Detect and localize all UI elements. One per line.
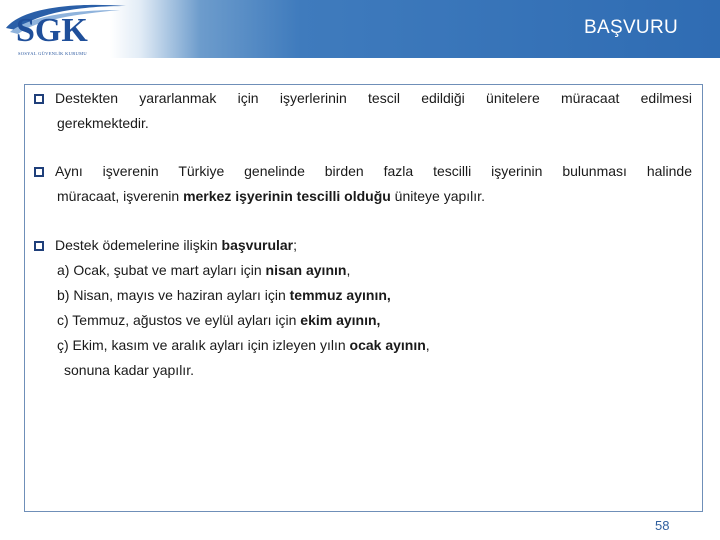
- checkbox-bullet-icon: [34, 241, 44, 251]
- bullet-item-2: [34, 159, 692, 209]
- sgk-logo: [2, 2, 132, 56]
- bullet-2-text: Aynı işverenin Türkiye genelinde birden fazla tescilli işyerinin bulunması halinde: [55, 163, 692, 179]
- list-item-text: a) Ocak, şubat ve mart ayları için: [57, 262, 266, 278]
- list-item-text: b) Nisan, mayıs ve haziran ayları için: [57, 287, 290, 303]
- bullet-3-semicolon: ;: [293, 237, 298, 253]
- bullet-2-text-cont: [34, 184, 692, 209]
- list-item-text: ç) Ekim, kasım ve aralık ayları için izleyen yılın: [57, 337, 350, 353]
- list-item-text: c) Temmuz, ağustos ve eylül ayları için: [57, 312, 301, 328]
- logo-text: SGK: [16, 12, 88, 49]
- bullet-line: [34, 233, 692, 258]
- bullet-item-1: [34, 86, 692, 136]
- bullet-3-tail: sonuna kadar yapılır.: [64, 362, 194, 378]
- bullet-3-bold: başvurular: [221, 237, 294, 253]
- bullet-1-text: Destekten yararlanmak için işyerlerinin tescil edildiği ünitelere müracaat edilmesi: [55, 90, 692, 106]
- list-item: [34, 258, 692, 283]
- bullet-1-text-cont: gerekmektedir.: [57, 115, 149, 131]
- bullet-item-3: [34, 233, 692, 383]
- bullet-3-intro: Destek ödemelerine ilişkin: [55, 237, 222, 253]
- bullet-line: [34, 86, 692, 111]
- page-number: 58: [655, 518, 670, 533]
- list-item-bold: nisan ayının: [265, 262, 347, 278]
- page-title: BAŞVURU: [584, 17, 678, 38]
- checkbox-bullet-icon: [34, 167, 44, 177]
- list-item-bold: ekim ayının,: [300, 312, 381, 328]
- bullet-2-part-a: müracaat, işverenin: [57, 188, 184, 204]
- logo-subtitle: SOSYAL GÜVENLİK KURUMU: [18, 51, 87, 56]
- list-item: [34, 283, 692, 308]
- bullet-line: [34, 159, 692, 184]
- list-item: [34, 333, 692, 358]
- list-item-bold: ocak ayının: [349, 337, 426, 353]
- bullet-2-part-b: üniteye yapılır.: [390, 188, 485, 204]
- list-item-bold: temmuz ayının,: [289, 287, 391, 303]
- bullet-2-bold: merkez işyerinin tescilli olduğu: [183, 188, 391, 204]
- checkbox-bullet-icon: [34, 94, 44, 104]
- header-bar: [0, 0, 720, 58]
- list-item-suffix: ,: [425, 337, 430, 353]
- list-item-suffix: ,: [346, 262, 351, 278]
- list-item: [34, 308, 692, 333]
